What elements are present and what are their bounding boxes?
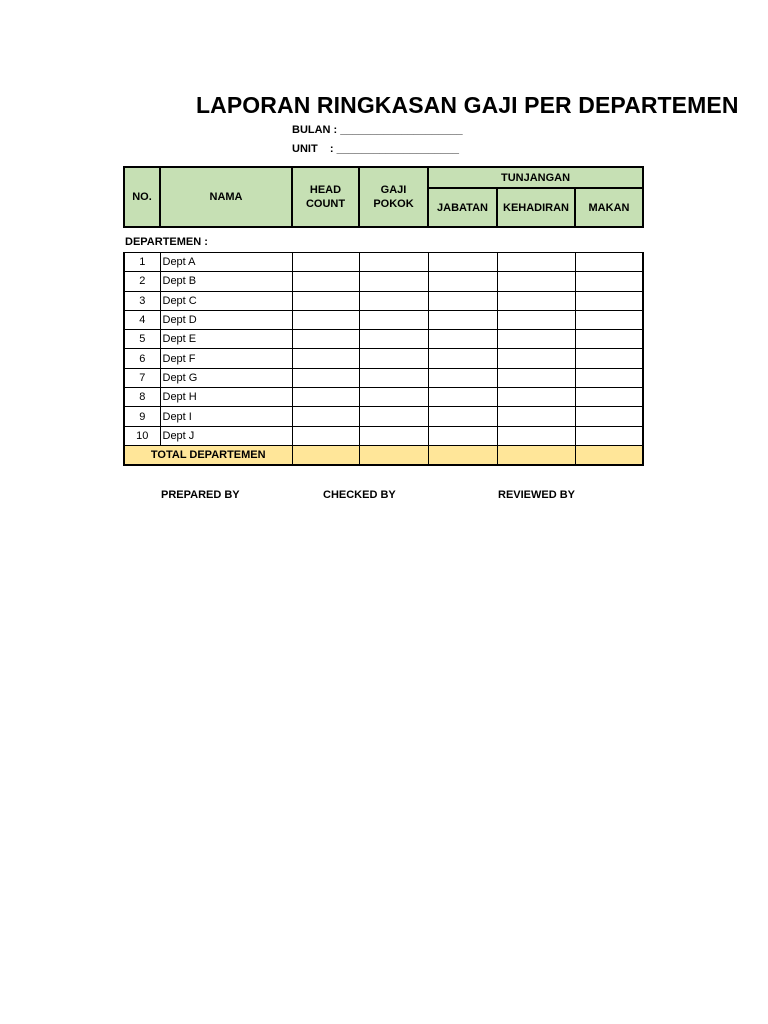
row-jabatan-cell[interactable] [428, 291, 497, 310]
row-gaji-pokok-cell[interactable] [359, 330, 428, 349]
departemen-label: DEPARTEMEN : [125, 236, 208, 248]
unit-field: UNIT : ____________________ [292, 143, 459, 155]
table-row [124, 310, 643, 329]
table-row [124, 407, 643, 426]
department-rows [124, 253, 643, 446]
row-number: 8 [124, 388, 160, 407]
row-kehadiran-cell[interactable] [497, 407, 575, 426]
header-no: NO. [124, 167, 160, 227]
header-head-count-line2: COUNT [305, 198, 346, 210]
header-head-count [292, 167, 359, 227]
row-head-count-cell[interactable] [292, 349, 359, 368]
report-title: LAPORAN RINGKASAN GAJI PER DEPARTEMEN [196, 92, 739, 118]
row-makan-cell[interactable] [575, 310, 643, 329]
row-makan-cell[interactable] [575, 253, 643, 272]
row-makan-cell[interactable] [575, 426, 643, 445]
row-gaji-pokok-cell[interactable] [359, 426, 428, 445]
row-head-count-cell[interactable] [292, 310, 359, 329]
row-gaji-pokok-cell[interactable] [359, 291, 428, 310]
row-department-name: Dept I [160, 407, 292, 426]
prepared-by-label: PREPARED BY [161, 489, 240, 501]
row-makan-cell[interactable] [575, 368, 643, 387]
row-number: 1 [124, 253, 160, 272]
row-jabatan-cell[interactable] [428, 349, 497, 368]
row-kehadiran-cell[interactable] [497, 368, 575, 387]
table-row [124, 426, 643, 445]
row-jabatan-cell[interactable] [428, 407, 497, 426]
row-gaji-pokok-cell[interactable] [359, 368, 428, 387]
header-kehadiran: KEHADIRAN [497, 188, 575, 227]
row-head-count-cell[interactable] [292, 407, 359, 426]
row-head-count-cell[interactable] [292, 272, 359, 291]
row-kehadiran-cell[interactable] [497, 310, 575, 329]
row-head-count-cell[interactable] [292, 291, 359, 310]
row-jabatan-cell[interactable] [428, 388, 497, 407]
reviewed-by-label: REVIEWED BY [498, 489, 576, 501]
row-department-name: Dept J [160, 426, 292, 445]
row-makan-cell[interactable] [575, 407, 643, 426]
header-jabatan: JABATAN [428, 188, 497, 227]
row-department-name: Dept G [160, 368, 292, 387]
table-row [124, 349, 643, 368]
row-department-name: Dept A [160, 253, 292, 272]
row-number: 4 [124, 310, 160, 329]
total-label: TOTAL DEPARTEMEN [124, 445, 292, 465]
row-jabatan-cell[interactable] [428, 310, 497, 329]
total-kehadiran-cell[interactable] [497, 445, 575, 465]
row-number: 7 [124, 368, 160, 387]
row-gaji-pokok-cell[interactable] [359, 272, 428, 291]
row-makan-cell[interactable] [575, 291, 643, 310]
row-gaji-pokok-cell[interactable] [359, 253, 428, 272]
row-department-name: Dept B [160, 272, 292, 291]
table-row [124, 272, 643, 291]
header-tunjangan: TUNJANGAN [428, 167, 643, 188]
table-row [124, 388, 643, 407]
row-kehadiran-cell[interactable] [497, 330, 575, 349]
row-department-name: Dept C [160, 291, 292, 310]
header-gaji-pokok-line1: GAJI [380, 184, 407, 196]
row-number: 2 [124, 272, 160, 291]
title-container [196, 88, 739, 124]
total-row [124, 445, 643, 465]
header-makan: MAKAN [575, 188, 643, 227]
report-header-table [123, 166, 644, 228]
total-gaji-pokok-cell[interactable] [359, 445, 428, 465]
row-department-name: Dept E [160, 330, 292, 349]
row-gaji-pokok-cell[interactable] [359, 388, 428, 407]
row-number: 6 [124, 349, 160, 368]
row-gaji-pokok-cell[interactable] [359, 310, 428, 329]
table-row [124, 253, 643, 272]
row-kehadiran-cell[interactable] [497, 388, 575, 407]
header-gaji-pokok-line2: POKOK [373, 198, 414, 210]
row-head-count-cell[interactable] [292, 253, 359, 272]
row-makan-cell[interactable] [575, 388, 643, 407]
table-row [124, 330, 643, 349]
row-number: 5 [124, 330, 160, 349]
bulan-field: BULAN : ____________________ [292, 124, 463, 136]
row-number: 3 [124, 291, 160, 310]
row-gaji-pokok-cell[interactable] [359, 349, 428, 368]
row-head-count-cell[interactable] [292, 368, 359, 387]
row-department-name: Dept D [160, 310, 292, 329]
row-jabatan-cell[interactable] [428, 330, 497, 349]
row-kehadiran-cell[interactable] [497, 426, 575, 445]
row-department-name: Dept F [160, 349, 292, 368]
header-head-count-line1: HEAD [309, 184, 342, 196]
total-makan-cell[interactable] [575, 445, 643, 465]
row-makan-cell[interactable] [575, 330, 643, 349]
row-head-count-cell[interactable] [292, 426, 359, 445]
row-kehadiran-cell[interactable] [497, 291, 575, 310]
total-jabatan-cell[interactable] [428, 445, 497, 465]
row-head-count-cell[interactable] [292, 330, 359, 349]
row-head-count-cell[interactable] [292, 388, 359, 407]
row-gaji-pokok-cell[interactable] [359, 407, 428, 426]
row-jabatan-cell[interactable] [428, 253, 497, 272]
checked-by-label: CHECKED BY [323, 489, 396, 501]
total-head-count-cell[interactable] [292, 445, 359, 465]
row-kehadiran-cell[interactable] [497, 272, 575, 291]
row-kehadiran-cell[interactable] [497, 253, 575, 272]
row-number: 10 [124, 426, 160, 445]
row-makan-cell[interactable] [575, 349, 643, 368]
row-jabatan-cell[interactable] [428, 368, 497, 387]
row-department-name: Dept H [160, 388, 292, 407]
header-nama: NAMA [160, 167, 292, 227]
row-makan-cell[interactable] [575, 272, 643, 291]
row-number: 9 [124, 407, 160, 426]
row-jabatan-cell[interactable] [428, 426, 497, 445]
department-table [123, 252, 644, 466]
header-gaji-pokok [359, 167, 428, 227]
table-row [124, 291, 643, 310]
row-jabatan-cell[interactable] [428, 272, 497, 291]
table-row [124, 368, 643, 387]
row-kehadiran-cell[interactable] [497, 349, 575, 368]
